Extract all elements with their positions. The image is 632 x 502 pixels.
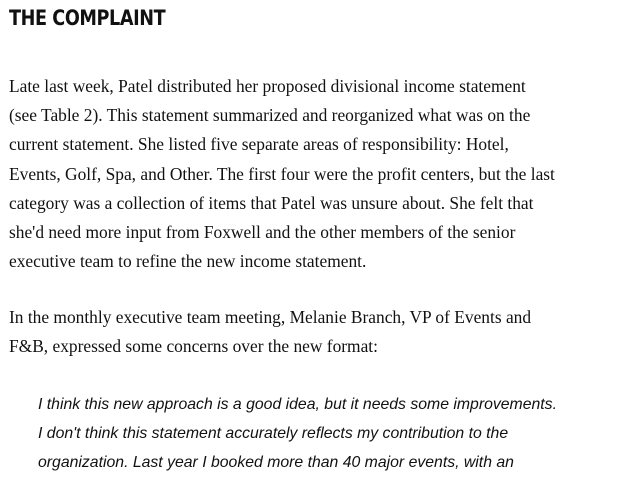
quote-line: organization. Last year I booked more than 40 major events, with an xyxy=(38,454,514,471)
section-heading: THE COMPLAINT xyxy=(9,6,166,30)
paragraph-line: current statement. She listed five separate areas of responsibility: Hotel, xyxy=(9,134,509,155)
paragraph-line: she'd need more input from Foxwell and the other members of the senior xyxy=(9,222,516,243)
body-paragraph-1 xyxy=(9,72,627,276)
paragraph-line: category was a collection of items that Patel was unsure about. She felt that xyxy=(9,192,534,213)
paragraph-line: (see Table 2). This statement summarized and reorganized what was on the xyxy=(9,105,531,126)
paragraph-line: Events, Golf, Spa, and Other. The first four were the profit centers, but the last xyxy=(9,163,555,184)
quote-line: I think this new approach is a good idea, but it needs some improvements. xyxy=(38,396,557,413)
paragraph-line: executive team to refine the new income statement. xyxy=(9,251,367,272)
paragraph-line: Late last week, Patel distributed her proposed divisional income statement xyxy=(9,76,526,96)
body-paragraph-2 xyxy=(9,303,627,361)
block-quote xyxy=(38,390,628,477)
paragraph-line: In the monthly executive team meeting, Melanie Branch, VP of Events and xyxy=(9,307,532,327)
quote-line: I don't think this statement accurately reflects my contribution to the xyxy=(38,425,509,442)
paragraph-line: F&B, expressed some concerns over the new format: xyxy=(9,336,378,357)
